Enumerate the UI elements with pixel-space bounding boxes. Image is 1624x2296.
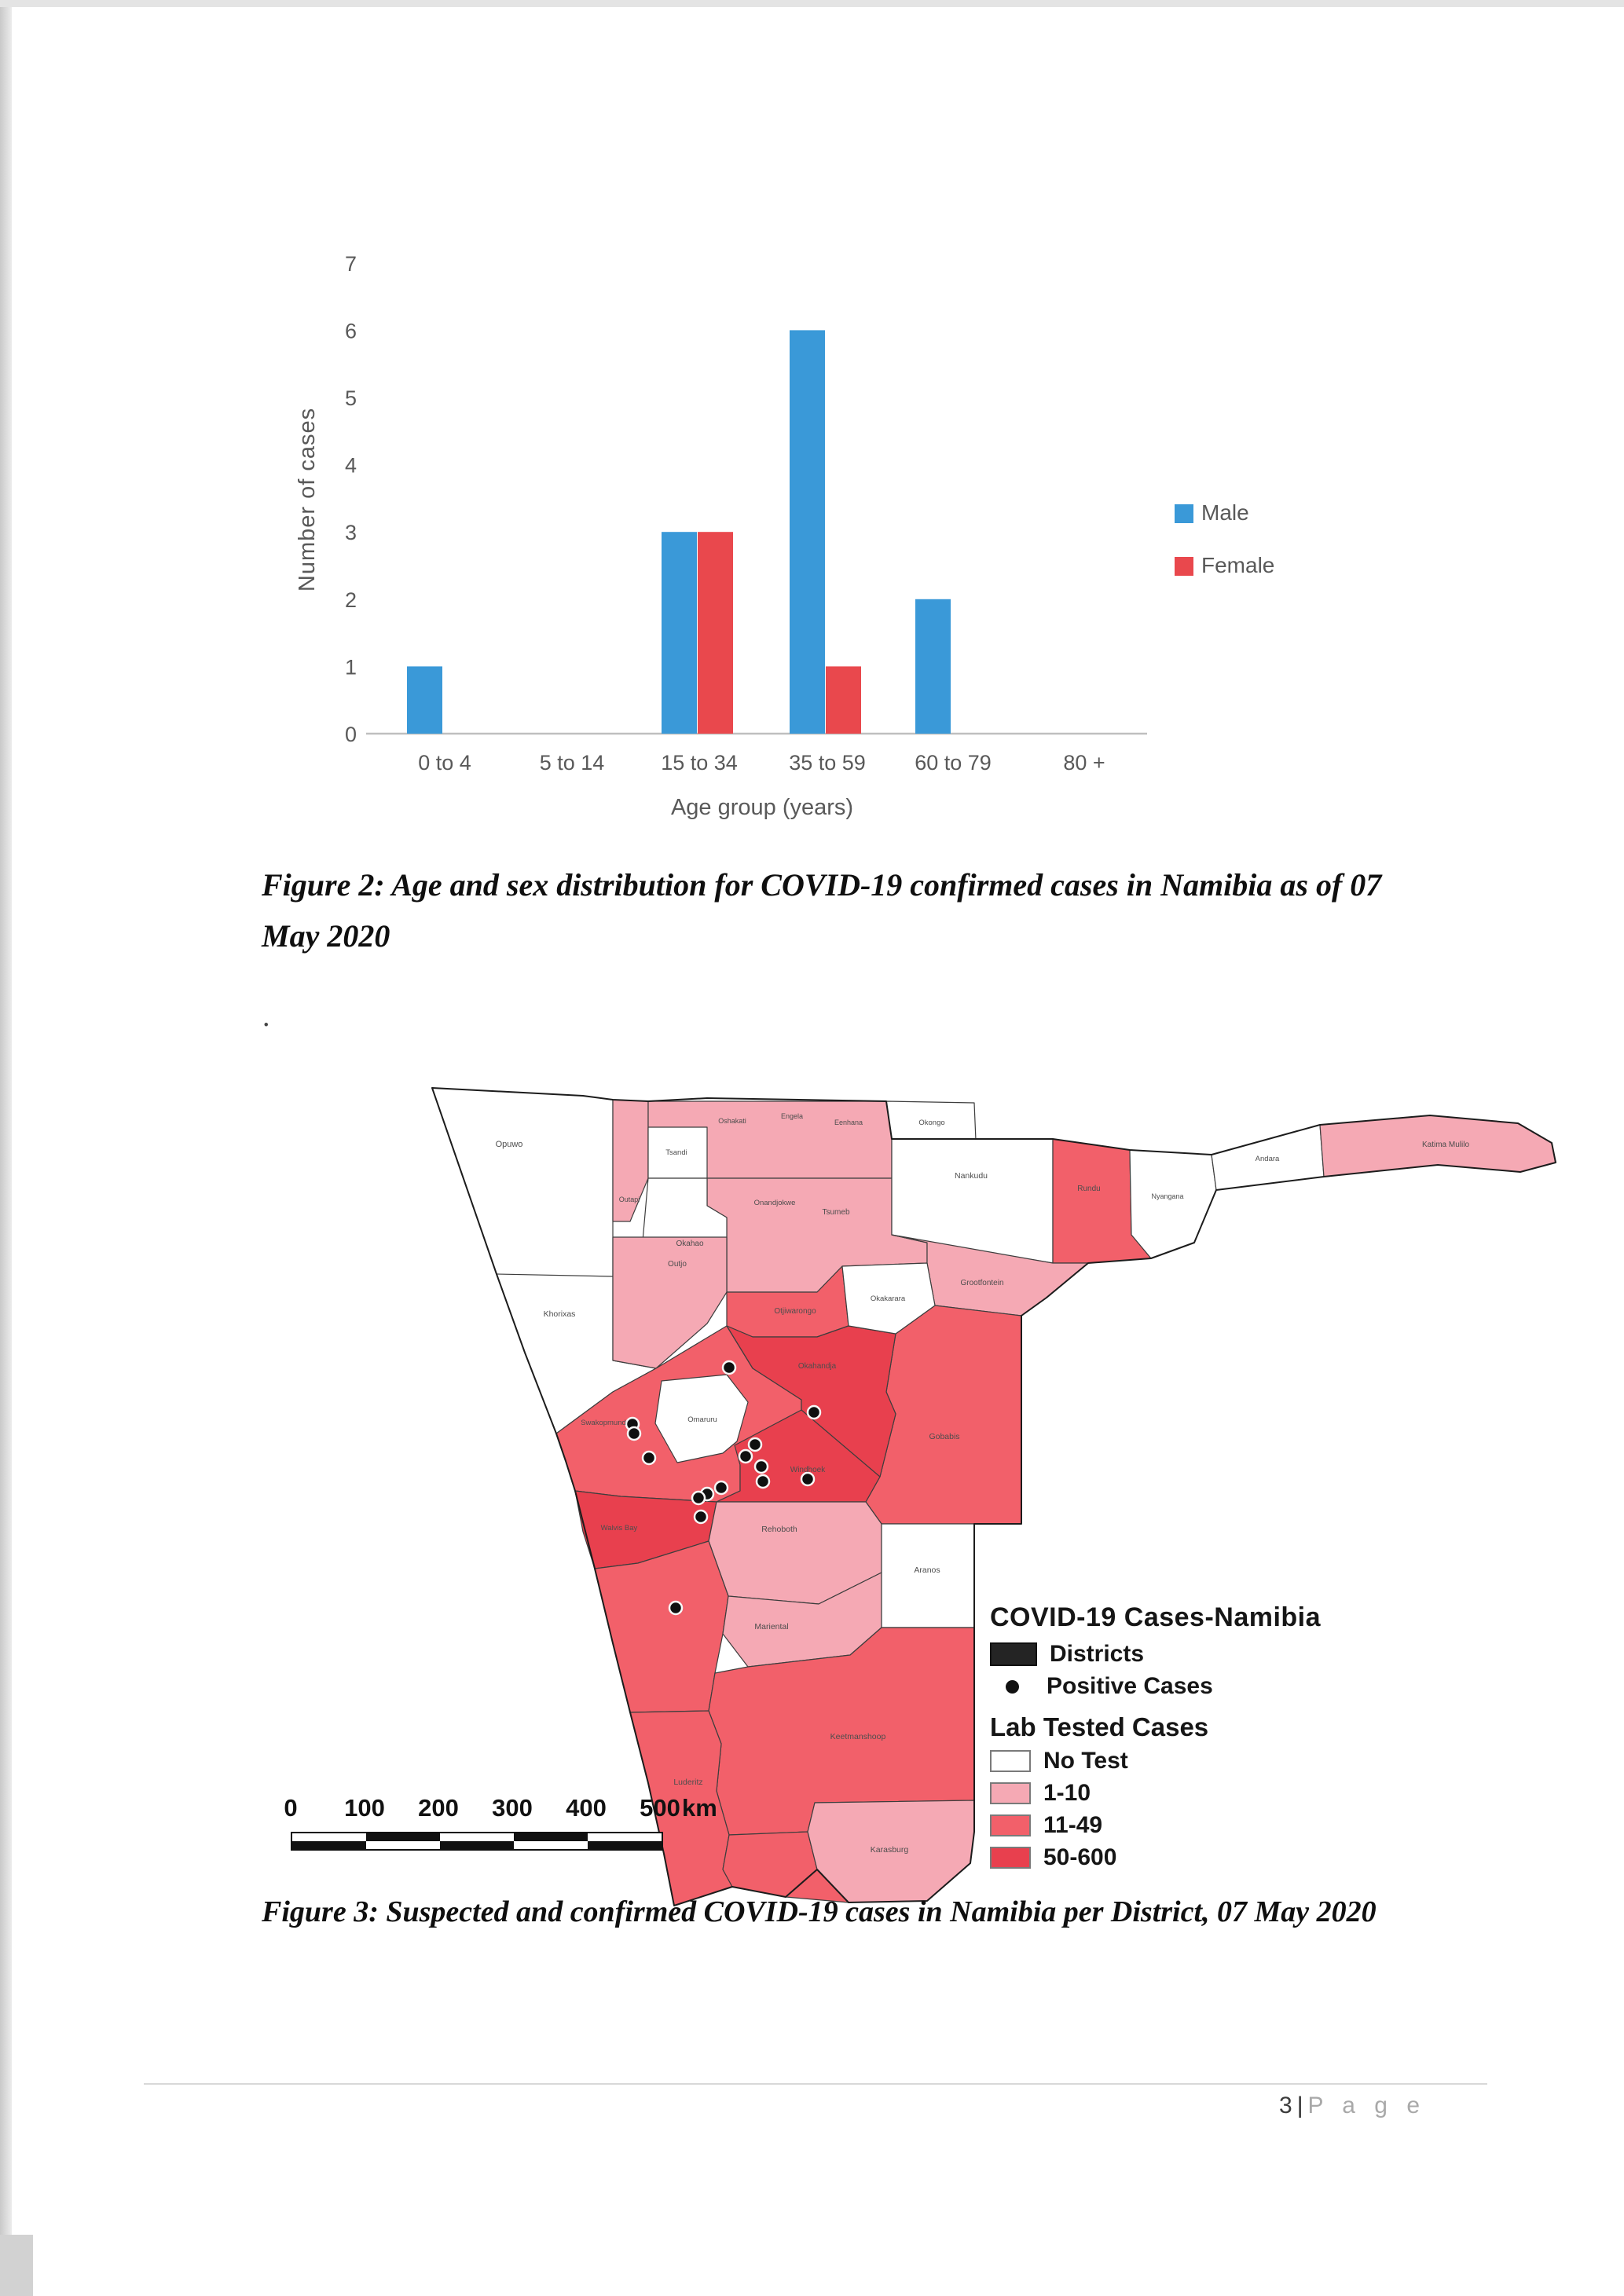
positive-case-dot xyxy=(808,1406,820,1419)
positive-case-dot xyxy=(692,1492,705,1504)
legend-class-label: 50-600 xyxy=(1043,1844,1117,1870)
y-tick-label: 0 xyxy=(344,723,357,746)
x-category-label: 60 to 79 xyxy=(915,751,992,774)
bar-male-4 xyxy=(915,599,951,734)
bar-male-3 xyxy=(790,330,825,734)
footer-page-word: P a g e xyxy=(1307,2093,1427,2118)
positive-case-dot xyxy=(723,1361,735,1374)
figure2-caption-line2: May 2020 xyxy=(262,917,390,954)
scale-tick-label: 300 xyxy=(492,1794,533,1822)
x-category-label: 80 + xyxy=(1063,751,1105,774)
map-scale-bar xyxy=(284,1794,756,1862)
figure3-caption: Figure 3: Suspected and confirmed COVID-19 cases in Namibia per District, 07 May 2020 xyxy=(262,1895,1377,1928)
scale-bar-segment xyxy=(588,1841,662,1849)
map-legend-title: COVID-19 Cases-Namibia xyxy=(990,1602,1322,1632)
legend-districts-row xyxy=(990,1641,1351,1668)
district-label-grootfontein: Grootfontein xyxy=(960,1279,1004,1287)
district-label-nyangana: Nyangana xyxy=(1151,1192,1184,1200)
legend-class-row xyxy=(990,1748,1351,1774)
district-label-outapi: Outapi xyxy=(618,1196,640,1203)
bar-male-0 xyxy=(407,666,442,734)
bar-female-3 xyxy=(826,666,861,734)
footer-page-number: 3 xyxy=(1279,2093,1292,2118)
legend-class-swatch xyxy=(990,1782,1031,1804)
scale-bar-segment xyxy=(366,1833,440,1841)
district-label-gobabis: Gobabis xyxy=(929,1432,960,1441)
positive-case-dot xyxy=(755,1460,768,1473)
district-label-okongo: Okongo xyxy=(918,1119,945,1127)
district-label-mariental: Mariental xyxy=(754,1622,789,1631)
y-tick-label: 6 xyxy=(344,319,357,343)
district-label-windhoek: Windhoek xyxy=(790,1466,826,1474)
x-category-label: 15 to 34 xyxy=(661,751,738,774)
positive-case-dot xyxy=(628,1427,640,1440)
scale-tick-label: 400 xyxy=(566,1794,607,1822)
legend-class-label: 11-49 xyxy=(1043,1812,1103,1838)
positive-case-dot xyxy=(669,1602,682,1614)
scale-bar-segment xyxy=(440,1833,514,1841)
legend-class-row xyxy=(990,1780,1351,1807)
scale-bar-segment xyxy=(440,1841,514,1849)
x-category-label: 35 to 59 xyxy=(789,751,866,774)
scale-tick-label: 200 xyxy=(418,1794,459,1822)
legend-class-row xyxy=(990,1812,1351,1839)
scan-artifact-top-edge xyxy=(0,0,1624,7)
scale-bar-segment xyxy=(514,1841,588,1849)
scale-bar-segment xyxy=(366,1841,440,1849)
district-label-omaruru: Omaruru xyxy=(687,1415,717,1424)
stray-period-mark: . xyxy=(262,1000,270,1033)
district-label-aranos: Aranos xyxy=(914,1565,940,1575)
district-label-rehoboth: Rehoboth xyxy=(761,1525,797,1534)
legend-positive-row xyxy=(990,1673,1351,1700)
districts-swatch-icon xyxy=(990,1642,1037,1666)
district-label-opuwo: Opuwo xyxy=(495,1140,523,1149)
chart-legend-label-male: Male xyxy=(1201,500,1249,525)
district-label-okahao: Okahao xyxy=(676,1240,704,1248)
positive-case-dot xyxy=(749,1438,761,1451)
legend-class-label: 1-10 xyxy=(1043,1780,1091,1806)
scale-tick-label: 500 xyxy=(640,1794,680,1822)
y-tick-label: 1 xyxy=(344,655,357,679)
scale-tick-label: 100 xyxy=(344,1794,385,1822)
legend-class-row xyxy=(990,1844,1351,1871)
district-label-khorixas: Khorixas xyxy=(543,1309,576,1319)
district-label-otjiwarongo: Otjiwarongo xyxy=(774,1307,816,1316)
chart-legend-swatch-female xyxy=(1175,557,1193,576)
districts-label: Districts xyxy=(1050,1641,1145,1667)
footer-separator: | xyxy=(1296,2093,1303,2118)
district-label-oshakati: Oshakati xyxy=(718,1117,746,1125)
district-label-rundu: Rundu xyxy=(1077,1185,1101,1193)
district-label-tsandi: Tsandi xyxy=(665,1148,687,1157)
district-label-engela: Engela xyxy=(780,1112,804,1120)
scale-bar-segment xyxy=(588,1833,662,1841)
legend-class-list xyxy=(990,1748,1351,1871)
district-label-luderitz: Luderitz xyxy=(673,1778,703,1787)
positive-case-dot xyxy=(801,1473,814,1485)
district-label-nankudu: Nankudu xyxy=(954,1171,988,1181)
chart-legend-label-female: Female xyxy=(1201,553,1275,577)
scan-artifact-corner xyxy=(0,2235,33,2296)
y-tick-label: 4 xyxy=(344,453,357,478)
positive-dot-icon xyxy=(990,1680,1034,1694)
district-label-swakopmund: Swakopmund xyxy=(581,1419,626,1427)
scan-artifact-left-edge xyxy=(0,0,12,2296)
district-label-okakarara: Okakarara xyxy=(870,1294,906,1303)
y-tick-label: 7 xyxy=(344,251,357,276)
scale-tick-label: 0 xyxy=(284,1794,298,1822)
district-label-onandjokwe: Onandjokwe xyxy=(753,1199,796,1207)
age-sex-bar-chart xyxy=(291,228,1328,856)
district-label-katima-mulilo: Katima Mulilo xyxy=(1421,1141,1470,1149)
district-label-karasburg: Karasburg xyxy=(870,1845,909,1855)
footer-rule xyxy=(144,2083,1487,2085)
positive-case-dot xyxy=(739,1450,752,1463)
district-aranos xyxy=(882,1524,974,1628)
district-label-tsumeb: Tsumeb xyxy=(822,1208,850,1217)
positive-case-dot xyxy=(715,1481,728,1494)
x-axis-title: Age group (years) xyxy=(670,795,854,820)
positive-case-dot xyxy=(643,1452,655,1464)
scale-unit-label: km xyxy=(682,1794,717,1822)
y-axis-title: Number of cases xyxy=(295,407,320,592)
x-category-label: 5 to 14 xyxy=(539,751,605,774)
chart-legend-swatch-male xyxy=(1175,504,1193,523)
figure2-caption-line1: Figure 2: Age and sex distribution for COVID-19 confirmed cases in Namibia as of 07 xyxy=(262,867,1382,903)
scale-bar-segments xyxy=(291,1832,663,1851)
page-footer xyxy=(1279,2093,1426,2119)
legend-class-label: No Test xyxy=(1043,1748,1128,1774)
x-category-label: 0 to 4 xyxy=(418,751,471,774)
y-tick-label: 5 xyxy=(344,386,357,410)
district-label-okahandja: Okahandja xyxy=(797,1362,837,1371)
district-label-outjo: Outjo xyxy=(668,1260,687,1269)
district-nyangana xyxy=(1130,1150,1216,1258)
lab-tested-subtitle: Lab Tested Cases xyxy=(990,1712,1209,1741)
legend-class-swatch xyxy=(990,1814,1031,1836)
district-maltahohe-band xyxy=(595,1541,728,1712)
scale-bar-segment xyxy=(292,1841,366,1849)
map-legend xyxy=(990,1602,1351,1877)
positive-cases-label: Positive Cases xyxy=(1047,1673,1213,1699)
y-tick-label: 3 xyxy=(344,521,357,545)
district-label-eenhana: Eenhana xyxy=(834,1119,863,1126)
bar-female-2 xyxy=(698,532,733,734)
positive-case-dot xyxy=(757,1475,769,1488)
y-tick-label: 2 xyxy=(344,588,357,612)
district-label-keetmanshoop: Keetmanshoop xyxy=(830,1732,886,1741)
scale-bar-segment xyxy=(514,1833,588,1841)
legend-class-swatch xyxy=(990,1847,1031,1869)
legend-class-swatch xyxy=(990,1750,1031,1772)
district-label-walvis-bay: Walvis Bay xyxy=(600,1524,638,1532)
positive-case-dot xyxy=(695,1511,707,1523)
figure2-caption xyxy=(262,860,1464,962)
bar-male-2 xyxy=(662,532,697,734)
district-label-andara: Andara xyxy=(1255,1155,1280,1163)
scale-bar-segment xyxy=(292,1833,366,1841)
